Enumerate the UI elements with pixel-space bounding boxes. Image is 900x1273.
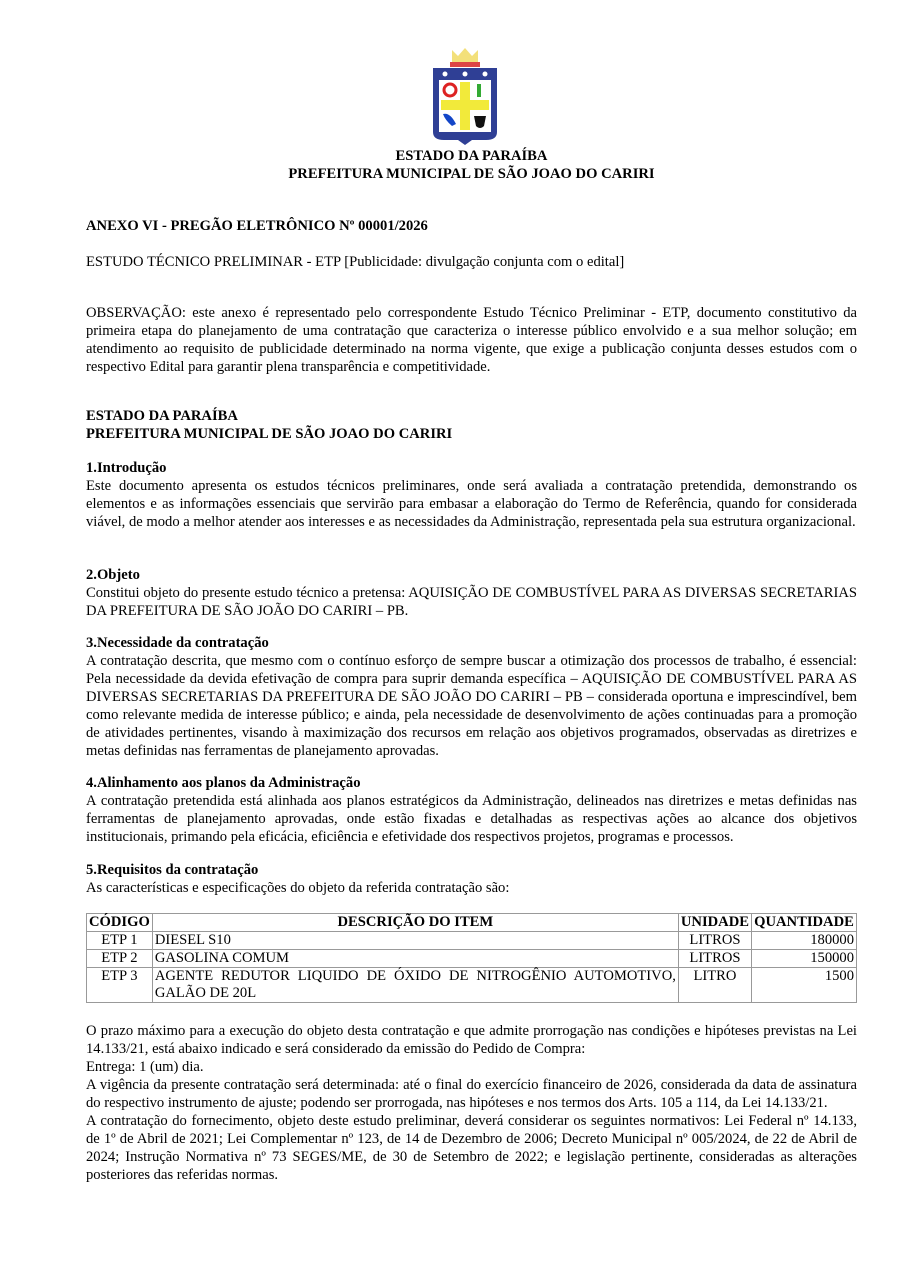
deadline-paragraph: O prazo máximo para a execução do objeto desta contratação e que admite prorrogação nas condições e hipóteses previstas na Lei 14.133/21, está abaixo indicado e será considerado da emissão do Pedido de Compra: [86,1023,857,1057]
section-alignment [86,774,857,846]
observation: OBSERVAÇÃO: este anexo é representado pelo correspondente Estudo Técnico Preliminar - ETP, documento constitutivo da primeira etapa do planejamento de uma contratação que caracteriza o interesse público envolvido e a sua melhor solução; em atendimento ao requisito de publicidade determinado na norma vigente, que exige a publicação conjunta desses estudos com o respectivo Edital para garantir plena transparência e competitividade. [86,305,857,375]
section-requirements [86,861,857,897]
validity-paragraph: A vigência da presente contratação será determinada: até o final do exercício financeiro de 2026, considerada da data de assinatura do respectivo instrumento de ajuste; podendo ser prorrogada, nas hipóteses e nos termos dos Arts. 105 a 114, da Lei 14.133/21. [86,1077,857,1111]
section-title: 5.Requisitos da contratação [86,862,259,878]
section-text: Constitui objeto do presente estudo técnico a pretensa: AQUISIÇÃO DE COMBUSTÍVEL PARA AS DIVERSAS SECRETARIAS DA PREFEITURA DE SÃO JOÃO DO CARIRI – PB. [86,585,857,619]
annex-title: ANEXO VI - PREGÃO ELETRÔNICO Nº 00001/2026 [86,218,428,234]
section-object [86,566,857,620]
items-table-wrap [86,913,857,1003]
section-text: Este documento apresenta os estudos técnicos preliminares, onde será avaliada a contratação pretendida, demonstrando os elementos e as informações essenciais que servirão para embasar a elaboração do Termo de Referência, quando for considerada viável, de modo a melhor atender aos interesses e as necessidades da Administração, representada pela sua estrutura organizacional. [86,478,857,530]
cell-unit: LITRO [678,968,751,1003]
cell-description: DIESEL S10 [152,932,678,950]
closing-text [86,1022,857,1184]
cell-description: GASOLINA COMUM [152,950,678,968]
col-code: CÓDIGO [87,914,153,932]
header-state: ESTADO DA PARAÍBA [395,148,548,164]
section-text: As características e especificações do objeto da referida contratação são: [86,880,510,896]
municipal-coat-of-arms-icon [430,44,500,146]
cell-quantity: 180000 [752,932,857,950]
cell-unit: LITROS [678,932,751,950]
table-header-row [87,914,857,932]
cell-quantity: 150000 [752,950,857,968]
col-description: DESCRIÇÃO DO ITEM [152,914,678,932]
col-unit: UNIDADE [678,914,751,932]
cell-unit: LITROS [678,950,751,968]
section-title: 1.Introdução [86,460,167,476]
section-title: 4.Alinhamento aos planos da Administração [86,775,361,791]
cell-code: ETP 2 [87,950,153,968]
cell-code: ETP 3 [87,968,153,1003]
table-row [87,932,857,950]
header2-state: ESTADO DA PARAÍBA [86,408,238,424]
section-need [86,634,857,760]
table-row [87,950,857,968]
section-text: A contratação descrita, que mesmo com o contínuo esforço de sempre buscar a otimização dos processos de trabalho, é essencial: Pela necessidade da devida efetivação de compra para suprir demanda específica – AQUISIÇÃO DE COMBUSTÍVEL PARA AS DIVERSAS SECRETARIAS DA PREFEITURA DE SÃO JOÃO DO CARIRI – PB – considerada oportuna e imprescindível, bem como relevante medida de interesse público; e ainda, pela necessidade de desenvolvimento de ações continuadas para a promoção de atividades pertinentes, visando à maximização dos recursos em relação aos objetivos programados, observadas as diretrizes e metas definidas nas ferramentas de planejamento aprovadas. [86,653,857,759]
delivery-paragraph: Entrega: 1 (um) dia. [86,1059,204,1075]
cell-quantity: 1500 [752,968,857,1003]
regulations-paragraph: A contratação do fornecimento, objeto deste estudo preliminar, deverá considerar os seguintes normativos: Lei Federal nº 14.133, de 1º de Abril de 2021; Lei Complementar nº 123, de 14 de Dezembro de 2006; Decreto Municipal nº 005/2024, de 22 de Abril de 2024; Instrução Normativa nº 73 SEGES/ME, de 30 de Setembro de 2022; e legislação pertinente, consideradas as alterações posteriores das referidas normas. [86,1113,857,1183]
section-text: A contratação pretendida está alinhada aos planos estratégicos da Administração, delineados nas diretrizes e metas definidas nas ferramentas de planejamento aprovadas, onde estão fixadas e detalhadas as respectivas ações ao alcance dos objetivos institucionais, primando pela eficácia, eficiência e efetividade dos respectivos projetos, programas e processos. [86,793,857,845]
col-quantity: QUANTIDADE [752,914,857,932]
header2-municipality: PREFEITURA MUNICIPAL DE SÃO JOAO DO CARIRI [86,426,453,442]
subtitle: ESTUDO TÉCNICO PRELIMINAR - ETP [Publicidade: divulgação conjunta com o edital] [86,254,625,270]
section-introduction [86,459,857,531]
section-title: 2.Objeto [86,567,140,583]
header-municipality: PREFEITURA MUNICIPAL DE SÃO JOAO DO CARIRI [288,166,655,182]
table-row [87,968,857,1003]
items-table [86,913,857,1003]
cell-description: AGENTE REDUTOR LIQUIDO DE ÓXIDO DE NITROGÊNIO AUTOMOTIVO, GALÃO DE 20L [152,968,678,1003]
section-title: 3.Necessidade da contratação [86,635,269,651]
cell-code: ETP 1 [87,932,153,950]
